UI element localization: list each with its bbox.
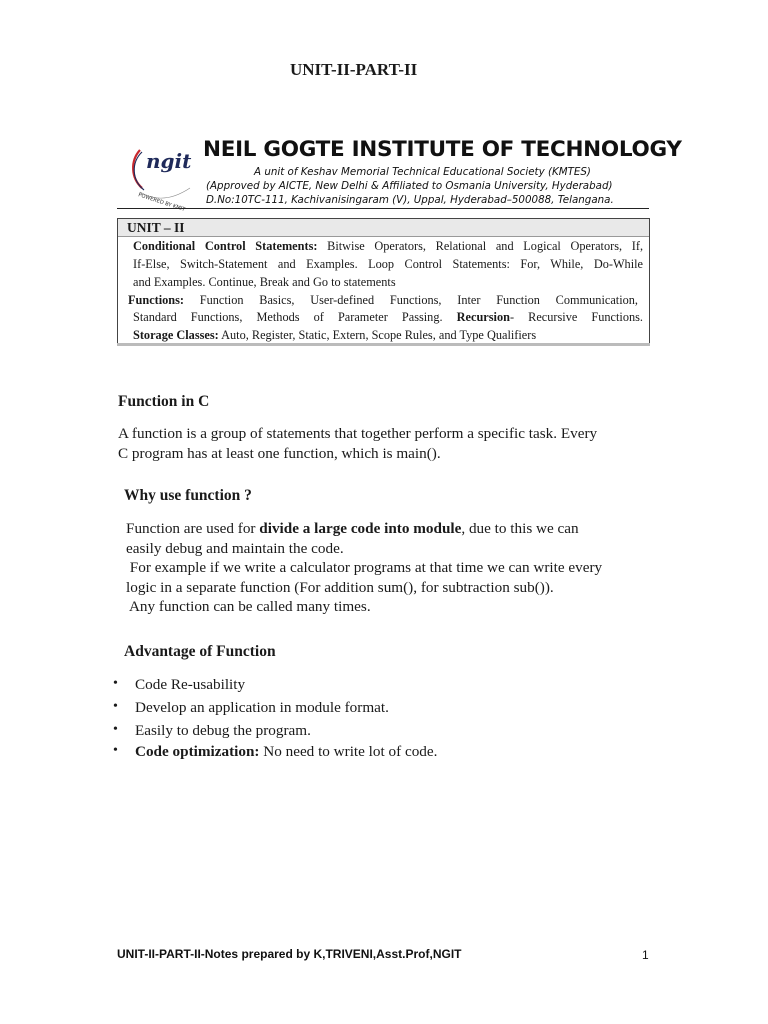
- syllabus-topic-label: Recursion: [456, 310, 510, 324]
- syllabus-topic-label: Conditional Control Statements:: [133, 239, 318, 253]
- syllabus-topic-text: Auto, Register, Static, Extern, Scope Rules, and Type Qualifiers: [218, 328, 537, 342]
- advantages-list: [113, 676, 437, 764]
- syllabus-line: [133, 239, 643, 254]
- text-run: Function are used for: [126, 520, 260, 537]
- list-item: [113, 699, 437, 722]
- paragraph-line: For example if we write a calculator programs at that time we can write every: [126, 559, 603, 576]
- list-item-text: No need to write lot of code.: [259, 743, 438, 760]
- paragraph-line: easily debug and maintain the code.: [126, 539, 344, 557]
- syllabus-topic-text: Standard Functions, Methods of Parameter Passing.: [133, 310, 457, 324]
- syllabus-topic-text: - Recursive Functions.: [509, 310, 643, 324]
- list-item: [113, 722, 437, 743]
- emphasis-text: divide a large code into module: [259, 520, 462, 537]
- list-item-text: Easily to debug the program.: [135, 722, 311, 739]
- paragraph-line: C program has at least one function, which is main().: [118, 444, 441, 462]
- page-title: UNIT-II-PART-II: [290, 60, 418, 79]
- syllabus-line: [128, 293, 638, 308]
- syllabus-topic-text: Function Basics, User-defined Functions, Inter Function Communication,: [184, 293, 638, 307]
- paragraph-line: [126, 519, 602, 539]
- syllabus-bottom-border: [117, 343, 650, 346]
- section-heading-advantages: Advantage of Function: [124, 643, 276, 660]
- syllabus-line: If-Else, Switch-Statement and Examples. Loop Control Statements: For, While, Do-While: [133, 257, 643, 271]
- list-item-text: Develop an application in module format.: [135, 699, 389, 716]
- syllabus-topic-label: Functions:: [128, 293, 185, 307]
- syllabus-topic-text: Bitwise Operators, Relational and Logical Operators, If,: [317, 239, 644, 253]
- syllabus-topic-label: Storage Classes:: [133, 328, 219, 342]
- paragraph-line: logic in a separate function (For addition sum(), for subtraction sub()).: [126, 578, 554, 596]
- college-approval-line: (Approved by AICTE, New Delhi & Affiliated to Osmania University, Hyderabad): [206, 180, 613, 192]
- syllabus-line: and Examples. Continue, Break and Go to statements: [133, 275, 396, 289]
- paragraph-line: A function is a group of statements that together perform a specific task. Every: [118, 425, 598, 442]
- syllabus-heading: UNIT – II: [127, 220, 185, 235]
- list-item-label: Code optimization:: [135, 743, 260, 760]
- section-heading-why: Why use function ?: [124, 487, 252, 504]
- footer-text: UNIT-II-PART-II-Notes prepared by K,TRIVENI,Asst.Prof,NGIT: [117, 947, 462, 961]
- college-logo: [128, 136, 198, 213]
- college-society-line: A unit of Keshav Memorial Technical Educational Society (KMTES): [254, 166, 591, 178]
- page-number: 1: [642, 948, 649, 962]
- list-item-text: Code Re-usability: [135, 676, 246, 693]
- section-heading-function: Function in C: [118, 393, 210, 410]
- college-address-line: D.No:10TC-111, Kachivanisingaram (V), Uppal, Hyderabad–500088, Telangana.: [206, 194, 614, 206]
- header-divider: [117, 208, 649, 209]
- syllabus-line: [133, 310, 643, 325]
- list-item: [113, 743, 437, 764]
- why-paragraph: [126, 519, 602, 617]
- logo-wordmark: ngit: [146, 149, 192, 173]
- college-name: NEIL GOGTE INSTITUTE OF TECHNOLOGY: [203, 137, 682, 162]
- syllabus-line: [133, 328, 643, 343]
- function-definition: [118, 424, 597, 463]
- logo-powered-text: POWERED BY KMIT: [137, 192, 186, 213]
- list-item: [113, 676, 437, 699]
- text-run: , due to this we can: [461, 520, 579, 537]
- paragraph-line: Any function can be called many times.: [126, 598, 371, 615]
